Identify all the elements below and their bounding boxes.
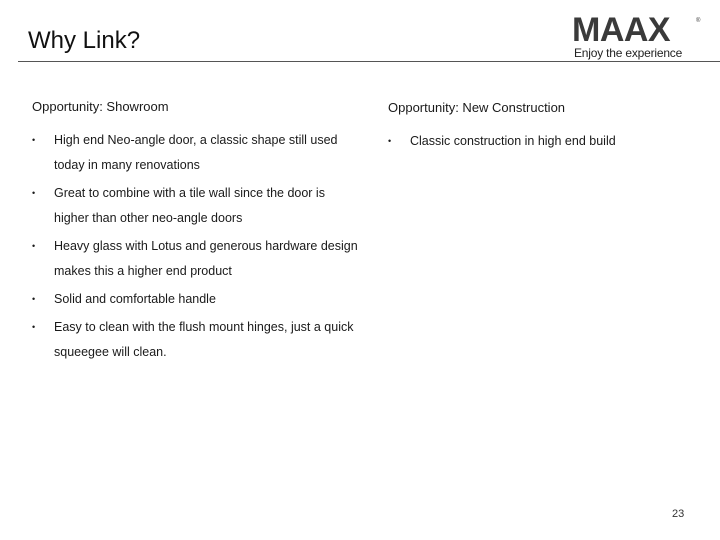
logo-tagline: Enjoy the experience bbox=[574, 46, 683, 60]
bullet-item bbox=[388, 129, 698, 154]
showroom-heading: Opportunity: Showroom bbox=[32, 99, 169, 114]
page-number: 23 bbox=[672, 508, 685, 520]
bullet-text: Solid and comfortable handle bbox=[54, 292, 216, 306]
bullet-text: Great to combine with a tile wall since the door is higher than other neo-angle doors bbox=[54, 186, 325, 225]
new-construction-column bbox=[388, 100, 698, 157]
new-construction-bullet-list bbox=[388, 129, 698, 154]
bullet-glyph: • bbox=[388, 136, 392, 146]
logo-trademark: ® bbox=[696, 18, 701, 24]
bullet-glyph: • bbox=[32, 188, 36, 198]
new-construction-heading: Opportunity: New Construction bbox=[388, 100, 566, 115]
bullet-text: Heavy glass with Lotus and generous hardware design makes this a higher end product bbox=[54, 239, 358, 278]
bullet-text: Classic construction in high end build bbox=[410, 134, 616, 148]
bullet-item bbox=[32, 287, 362, 312]
slide-title: Why Link? bbox=[28, 27, 141, 54]
maax-logo bbox=[572, 11, 702, 64]
bullet-item bbox=[32, 234, 362, 284]
showroom-bullet-list bbox=[32, 128, 362, 365]
bullet-text: High end Neo-angle door, a classic shape still used today in many renovations bbox=[54, 133, 338, 172]
bullet-item bbox=[32, 181, 362, 231]
bullet-item bbox=[32, 315, 362, 365]
bullet-glyph: • bbox=[32, 135, 36, 145]
bullet-glyph: • bbox=[32, 294, 36, 304]
logo-wordmark: MAAX bbox=[572, 11, 671, 49]
showroom-column bbox=[32, 99, 362, 368]
bullet-glyph: • bbox=[32, 241, 36, 251]
bullet-glyph: • bbox=[32, 322, 36, 332]
bullet-item bbox=[32, 128, 362, 178]
bullet-text: Easy to clean with the flush mount hinges, just a quick squeegee will clean. bbox=[54, 320, 354, 359]
title-divider bbox=[18, 61, 720, 62]
